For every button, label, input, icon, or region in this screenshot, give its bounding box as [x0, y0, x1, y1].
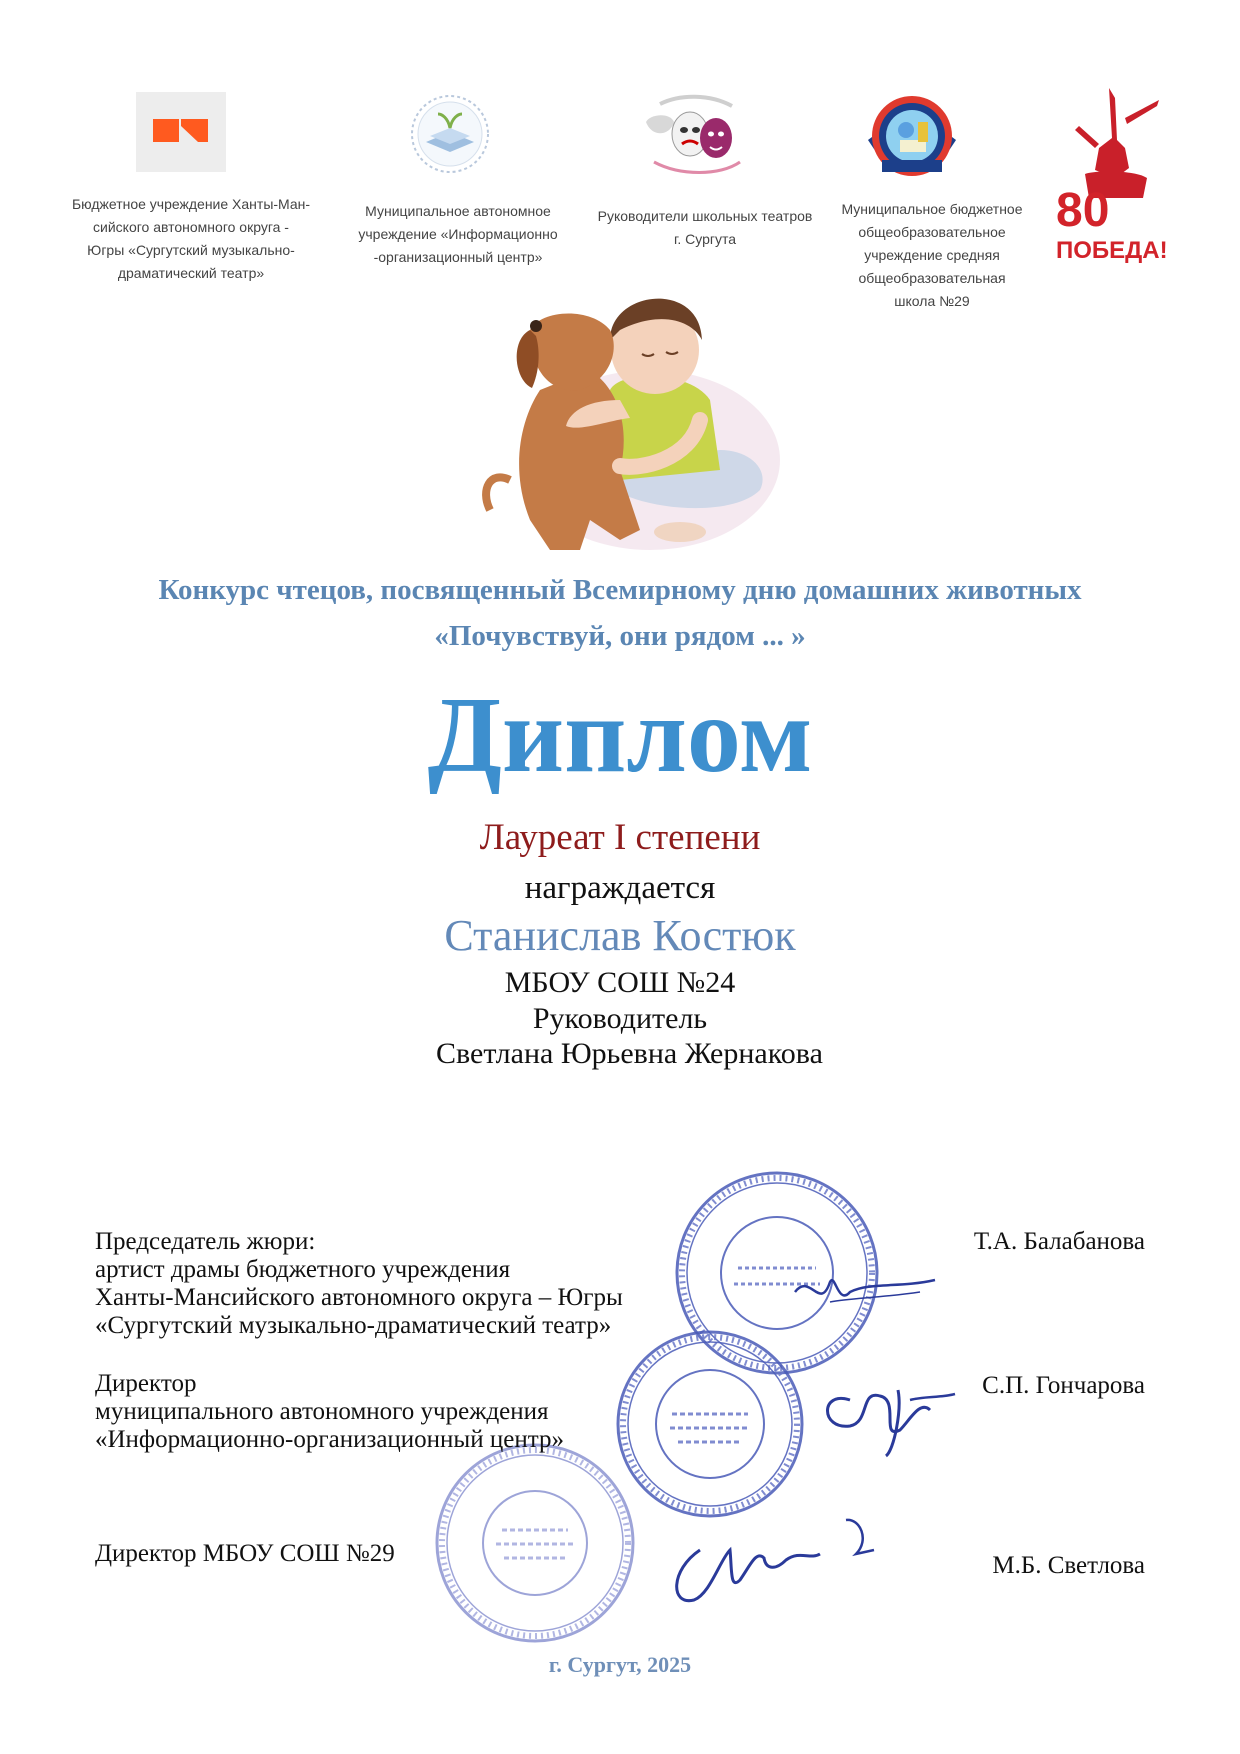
school-29-stamp	[432, 1440, 638, 1646]
info-center-line-3: «Информационно-организационный центр»	[95, 1426, 564, 1453]
jury-line-2: артист драмы бюджетного учреждения	[95, 1256, 511, 1283]
org-caption-info-center: Муниципальное автономное учреждение «Информационно -организационный центр»	[358, 203, 558, 265]
logo-theatre-masks	[640, 92, 752, 180]
info-center-director-name: С.П. Гончарова	[982, 1372, 1145, 1399]
signature-scribble-1	[790, 1262, 940, 1322]
logo-school-29	[862, 90, 962, 182]
jury-line-4: «Сургутский музыкально-драматический театр»	[95, 1312, 612, 1339]
jury-chair-name: Т.А. Балабанова	[973, 1228, 1145, 1255]
boy-hugging-dog-illustration	[470, 270, 790, 570]
diploma-title: Диплом	[427, 676, 813, 795]
leader-label: Руководитель	[532, 1002, 708, 1035]
award-rank: Лауреат I степени	[479, 817, 761, 858]
signature-block-jury	[95, 1228, 623, 1340]
victory-word: ПОБЕДА!	[1056, 237, 1168, 264]
info-center-line-1: Директор	[95, 1370, 197, 1397]
signature-scribble-3	[660, 1510, 890, 1610]
leader-name: Светлана Юрьевна Жернакова	[436, 1037, 823, 1070]
info-center-line-2: муниципального автономного учреждения	[95, 1398, 549, 1425]
jury-line-1: Председатель жюри:	[95, 1228, 316, 1255]
jury-line-3: Ханты-Мансийского автономного округа – Югры	[95, 1284, 623, 1311]
org-caption-school-29: Муниципальное бюджетное общеобразовательное учреждение средняя общеобразовательная школа №29	[841, 201, 1023, 309]
footer-city-year: г. Сургут, 2025	[548, 1652, 692, 1677]
recipient-name: Станислав Костюк	[444, 911, 796, 960]
school-29-director-name: М.Б. Светлова	[992, 1552, 1145, 1579]
logo-info-center	[408, 92, 492, 176]
signature-scribble-2	[810, 1370, 960, 1460]
org-caption-school-theatres: Руководители школьных театров г. Сургута	[597, 208, 813, 247]
awarded-label: награждается	[524, 870, 716, 906]
org-caption-theatre: Бюджетное учреждение Ханты-Ман- сийского автономного округа - Югры «Сургутский музыкально- драматический театр»	[71, 196, 311, 281]
contest-title-line2: «Почувствуй, они рядом ... »	[434, 620, 806, 652]
contest-title-line1: Конкурс чтецов, посвященный Всемирному дню домашних животных	[158, 574, 1082, 606]
recipient-school: МБОУ СОШ №24	[504, 966, 736, 999]
school-29-line-1: Директор МБОУ СОШ №29	[95, 1540, 395, 1567]
signature-block-info-center	[95, 1370, 564, 1454]
logo-theatre	[136, 92, 226, 172]
victory-number: 80	[1056, 184, 1110, 237]
signature-block-school-29	[95, 1540, 395, 1568]
info-center-stamp	[612, 1326, 808, 1522]
